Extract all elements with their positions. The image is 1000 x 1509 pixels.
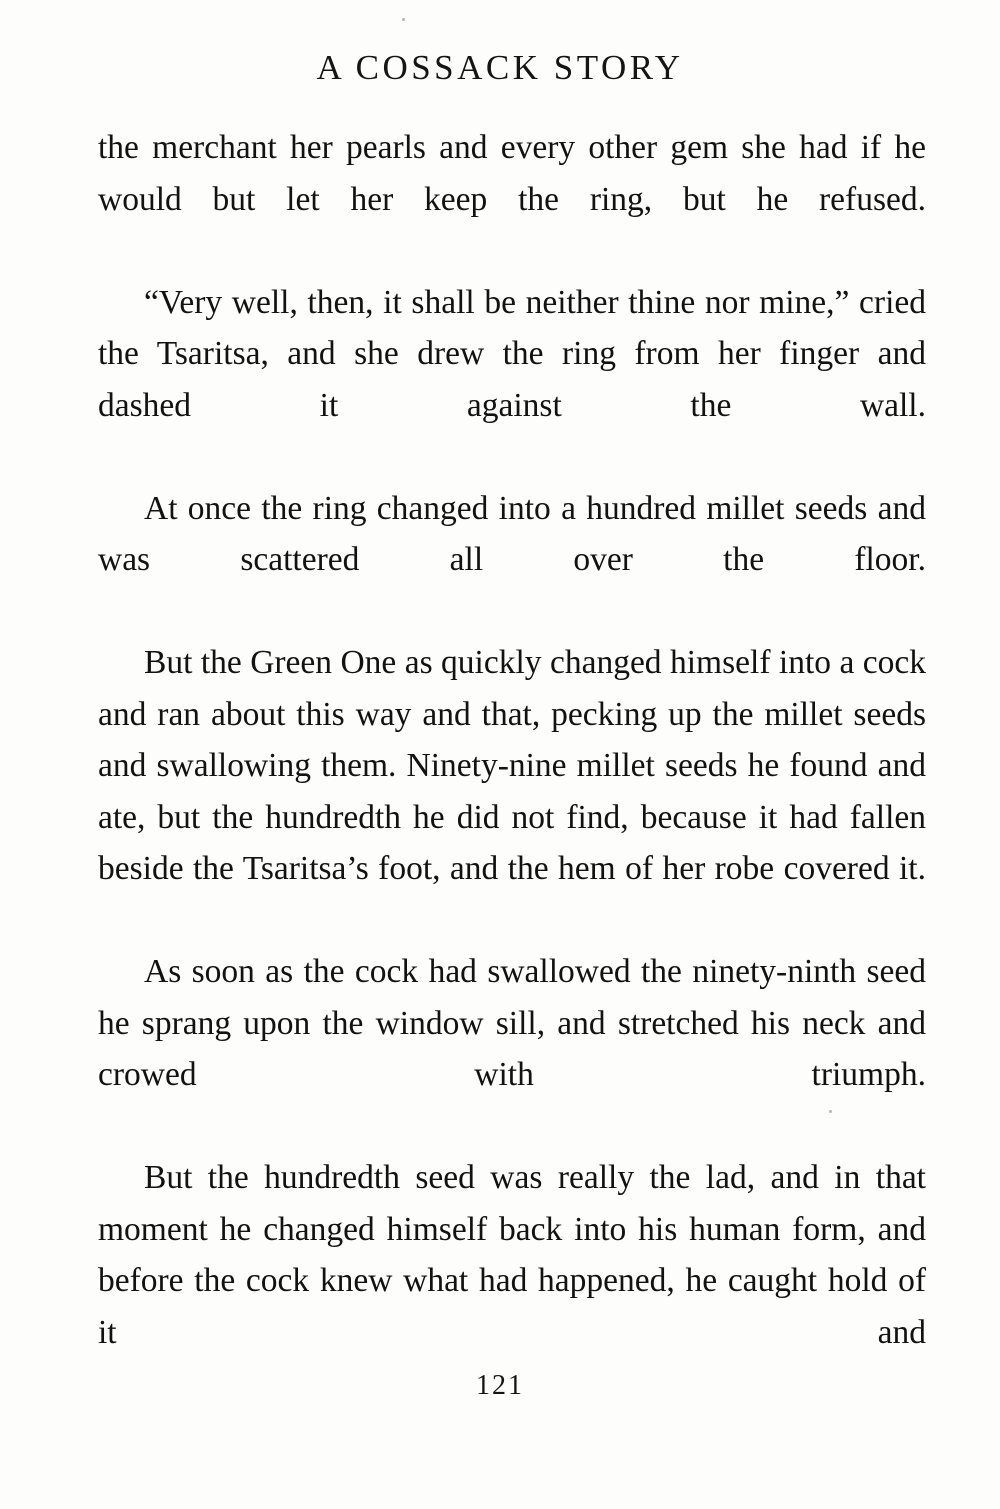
paragraph: “Very well, then, it shall be neither thine nor mine,” cried the Tsaritsa, and she drew the ring from her finger and dashed it against the wall.	[98, 283, 926, 424]
paragraph: As soon as the cock had swallowed the ninety-ninth seed he sprang upon the window sill, and stretched his neck and crowed with triumph.	[98, 953, 926, 1093]
paragraph: But the hundredth seed was really the lad, and in that moment he changed himself back into his human form, and before the cock knew what had happened, he caught hold of it and	[98, 1159, 926, 1351]
page-number: 121	[476, 1370, 524, 1401]
paragraph: At once the ring changed into a hundred millet seeds and was scattered all over the floor.	[98, 489, 926, 578]
paragraph: But the Green One as quickly changed himself into a cock and ran about this way and that, pecking up the millet seeds and swallowing them. Ninety-nine millet seeds he found and ate, but the hundredth he did not find, because it had fallen beside the Tsaritsa’s foot, and the hem of her robe covered it.	[98, 644, 926, 887]
page-body	[98, 122, 926, 1410]
paper-speck-icon	[402, 18, 405, 21]
running-head: A COSSACK STORY	[316, 48, 684, 87]
paragraph: the merchant her pearls and every other gem she had if he would but let her keep the ring, but he refused.	[98, 129, 926, 218]
